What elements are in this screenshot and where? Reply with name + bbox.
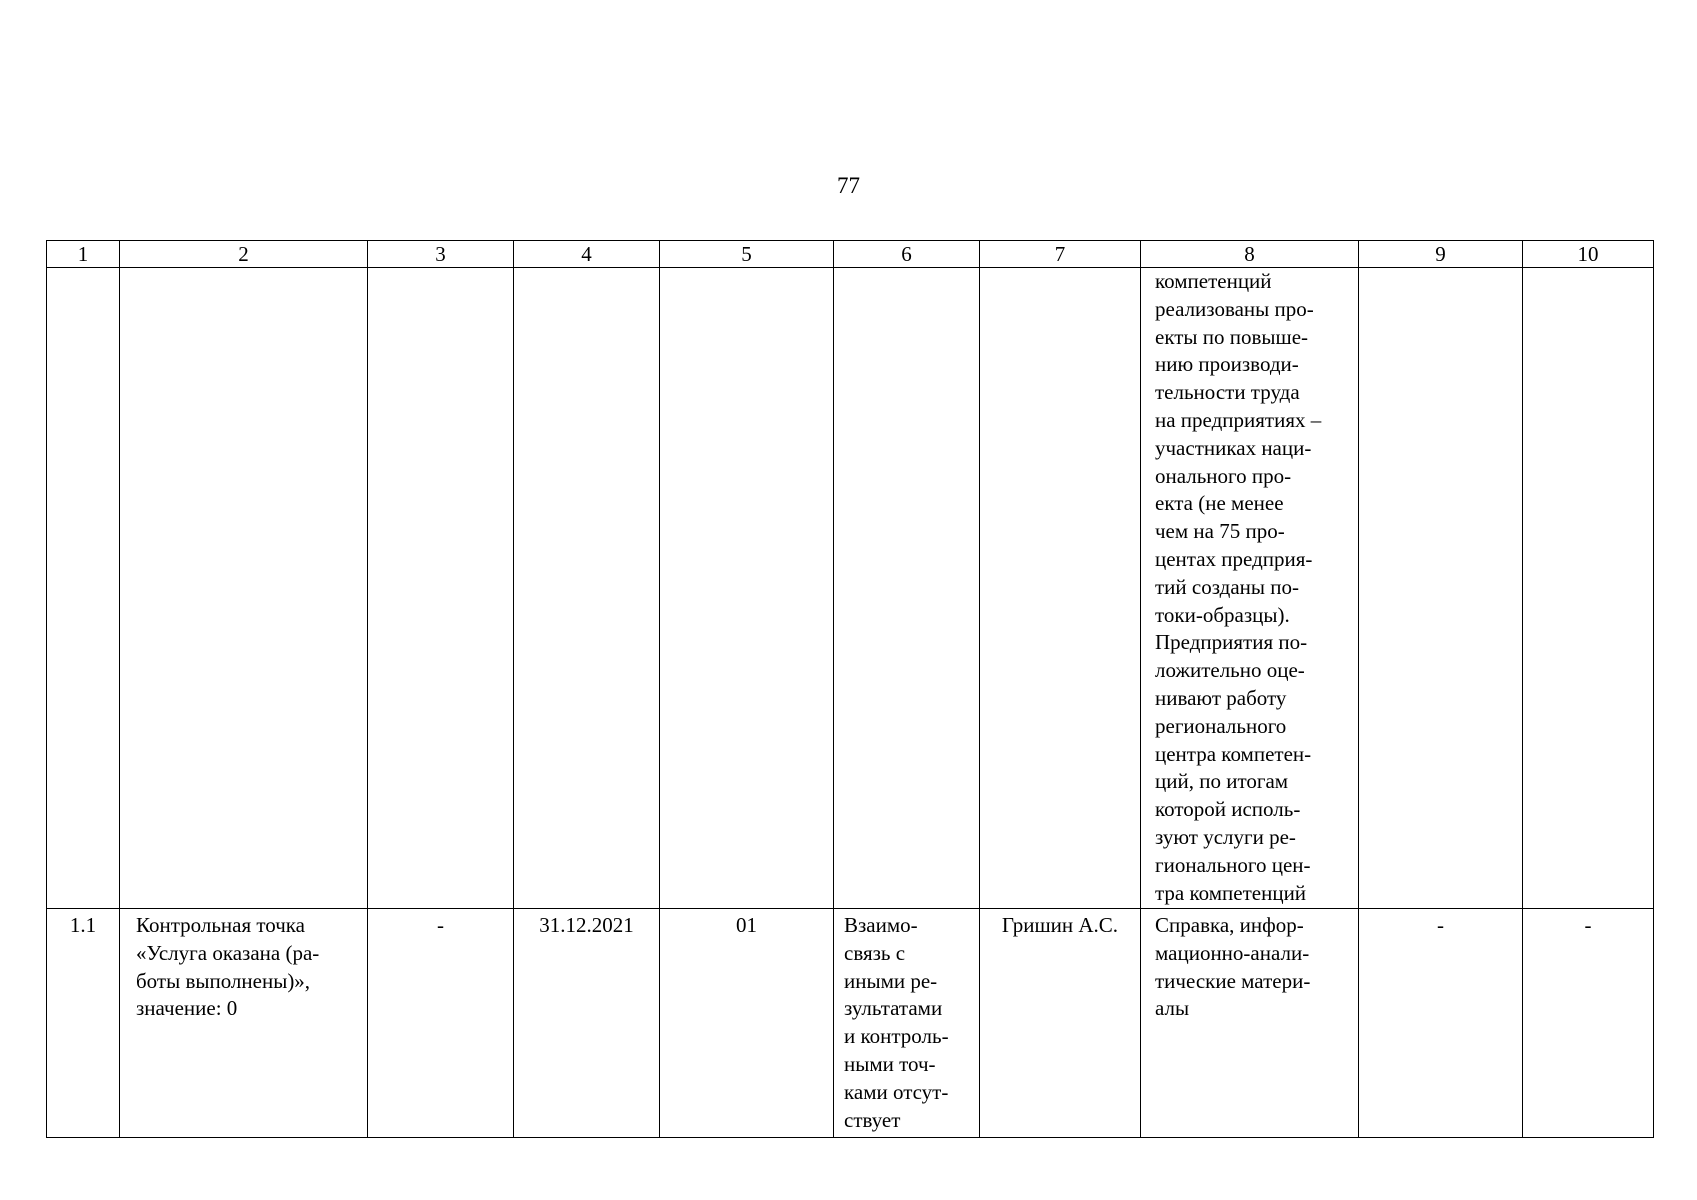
header-cell-5: 5: [660, 241, 834, 268]
date-cell: 31.12.2021: [514, 909, 660, 1138]
header-cell-10: 10: [1523, 241, 1654, 268]
empty-cell: [1359, 268, 1523, 909]
empty-cell: [834, 268, 980, 909]
header-cell-9: 9: [1359, 241, 1523, 268]
col3-cell: -: [368, 909, 514, 1138]
relation-cell: Взаимо- связь с иными ре- зультатами и контроль- ными точ- ками отсут- ствует: [834, 909, 980, 1138]
empty-cell: [120, 268, 368, 909]
table-header-row: [47, 241, 1654, 268]
header-cell-8: 8: [1141, 241, 1359, 268]
checkpoint-name-cell: Контрольная точка «Услуга оказана (ра- боты выполнены)», значение: 0: [120, 909, 368, 1138]
empty-cell: [660, 268, 834, 909]
header-cell-7: 7: [980, 241, 1141, 268]
table-row-1-1: [47, 909, 1654, 1138]
header-cell-6: 6: [834, 241, 980, 268]
empty-cell: [980, 268, 1141, 909]
table-row-continuation: [47, 268, 1654, 909]
empty-cell: [368, 268, 514, 909]
document-type-cell: Справка, инфор- мационно-анали- тические матери- алы: [1141, 909, 1359, 1138]
result-description-cell: компетенций реализованы про- екты по повыше- нию производи- тельности труда на предприятиях – участниках наци- онального про- екта (не менее чем на 75 про- центах предприя- тий созданы по- токи-образцы). Предприятия по- ложительно оце- нивают работу регионального центра компетен- ций, по итогам которой исполь- зуют услуги ре- гионального цен- тра компетенций: [1141, 268, 1359, 909]
empty-cell: [1523, 268, 1654, 909]
page-number: 77: [837, 173, 860, 198]
col10-cell: -: [1523, 909, 1654, 1138]
empty-cell: [47, 268, 120, 909]
header-cell-4: 4: [514, 241, 660, 268]
row-number-cell: 1.1: [47, 909, 120, 1138]
code-cell: 01: [660, 909, 834, 1138]
header-cell-2: 2: [120, 241, 368, 268]
empty-cell: [514, 268, 660, 909]
col9-cell: -: [1359, 909, 1523, 1138]
header-cell-1: 1: [47, 241, 120, 268]
responsible-cell: Гришин А.С.: [980, 909, 1141, 1138]
data-table: [46, 240, 1654, 1138]
header-cell-3: 3: [368, 241, 514, 268]
